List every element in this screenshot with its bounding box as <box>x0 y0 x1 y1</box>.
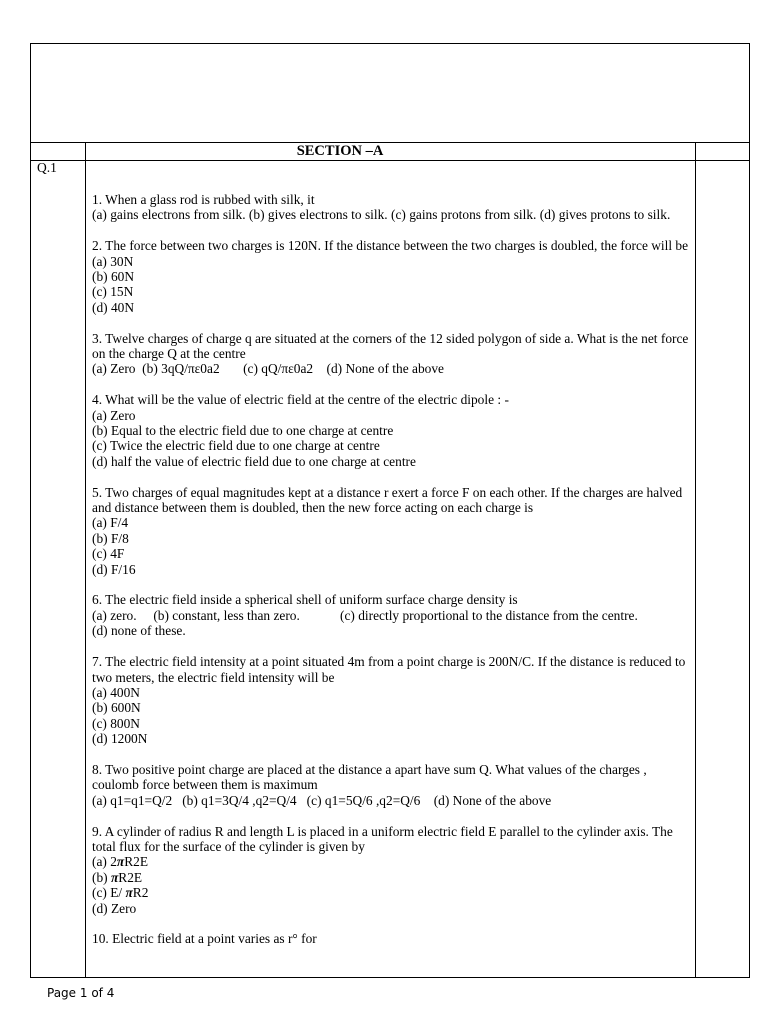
question-2 <box>92 238 690 315</box>
question-stem: 5. Two charges of equal magnitudes kept at a distance r exert a force F on each other. If the charges are halved and distance between them is doubled, then the new force acting on each charge is <box>92 484 686 516</box>
option-prefix: (c) E/ <box>92 885 126 901</box>
question-option: (d) F/16 <box>92 561 136 577</box>
question-stem: 6. The electric field inside a spherical shell of uniform surface charge density is <box>92 592 518 608</box>
left-column-divider <box>85 142 86 978</box>
option-suffix: R2E <box>118 869 143 885</box>
question-option <box>92 901 690 916</box>
option-suffix: R2 <box>132 885 149 901</box>
question-stem: 2. The force between two charges is 120N. If the distance between the two charges is doubled, the force will be <box>92 238 689 254</box>
question-option: (b) F/8 <box>92 530 129 546</box>
question-option: (a) Zero (b) 3qQ/πε0a2 (c) qQ/πε0a2 (d) None of the above <box>92 361 444 377</box>
question-option: (d) 1200N <box>92 731 148 747</box>
question-7 <box>92 654 690 746</box>
question-option: (b) Equal to the electric field due to one charge at centre <box>92 423 394 439</box>
section-row-divider <box>30 160 750 161</box>
question-stem: 3. Twelve charges of charge q are situated at the corners of the 12 sided polygon of side a. What is the net force on the charge Q at the centre <box>92 330 692 362</box>
question-option: (c) 15N <box>92 284 134 300</box>
question-stem: 8. Two positive point charge are placed at the distance a apart have sum Q. What values of the charges , coulomb force between them is maximum <box>92 761 651 793</box>
right-column-divider <box>695 142 696 978</box>
question-option: (c) 800N <box>92 715 140 731</box>
question-option: (d) 40N <box>92 299 135 315</box>
question-stem: 4. What will be the value of electric field at the centre of the electric dipole : - <box>92 392 509 408</box>
question-4 <box>92 392 690 469</box>
option-prefix: (b) <box>92 869 111 885</box>
section-title: SECTION –A <box>296 143 384 159</box>
question-list <box>92 192 690 962</box>
question-option: (b) 600N <box>92 700 141 716</box>
question-option <box>92 870 690 885</box>
question-option: (c) 4F <box>92 546 125 562</box>
question-6 <box>92 592 690 638</box>
question-stem: 9. A cylinder of radius R and length L is placed in a uniform electric field E parallel to the cylinder axis. The total flux for the surface of the cylinder is given by <box>92 823 677 854</box>
question-option: (a) F/4 <box>92 515 129 531</box>
option-prefix: (d) Zero <box>92 900 137 916</box>
question-option: (a) zero. (b) constant, less than zero. (c) directly proportional to the distance from the centre. <box>92 607 638 623</box>
pi-symbol: π <box>125 885 133 901</box>
question-5 <box>92 485 690 577</box>
question-option: (d) none of these. <box>92 623 186 639</box>
question-option: (a) 30N <box>92 253 134 269</box>
question-option: (d) half the value of electric field due to one charge at centre <box>92 453 416 469</box>
question-option: (a) q1=q1=Q/2 (b) q1=3Q/4 ,q2=Q/4 (c) q1=5Q/6 ,q2=Q/6 (d) None of the above <box>92 792 552 808</box>
question-stem: 1. When a glass rod is rubbed with silk, it <box>92 192 315 207</box>
question-option <box>92 885 690 900</box>
pi-symbol: π <box>116 854 125 870</box>
question-10 <box>92 931 690 946</box>
question-stem: 10. Electric field at a point varies as r° for <box>92 931 317 947</box>
question-stem: 7. The electric field intensity at a point situated 4m from a point charge is 200N/C. If the distance is reduced to two meters, the electric field intensity will be <box>92 654 689 685</box>
pi-symbol: π <box>110 869 119 885</box>
question-option: (a) gains electrons from silk. (b) gives electrons to silk. (c) gains protons from silk. (d) gives protons to silk. <box>92 207 671 223</box>
question-option: (b) 60N <box>92 269 135 285</box>
question-option: (a) Zero <box>92 407 136 423</box>
question-option <box>92 854 690 869</box>
question-option: (a) 400N <box>92 684 140 700</box>
question-9 <box>92 824 690 916</box>
question-8 <box>92 762 690 808</box>
question-number: Q.1 <box>37 160 57 175</box>
question-3 <box>92 331 690 377</box>
question-option: (c) Twice the electric field due to one charge at centre <box>92 438 380 454</box>
option-suffix: R2E <box>124 854 149 870</box>
page-footer: Page 1 of 4 <box>47 986 115 1000</box>
option-prefix: (a) 2 <box>92 854 117 870</box>
question-1 <box>92 192 690 223</box>
